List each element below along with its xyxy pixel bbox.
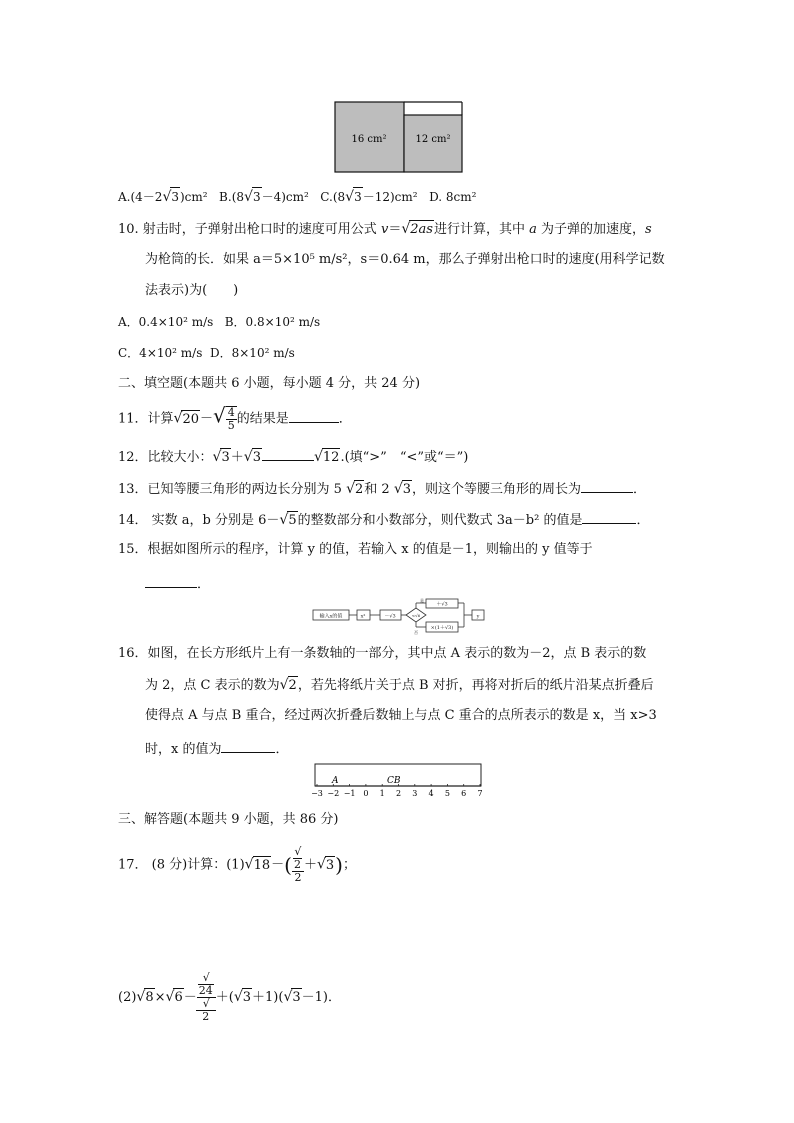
q16-line2: 为 2，点 C 表示的数为√2，若先将纸片关于点 B 对折，再将对折后的纸片沿某点折叠后 <box>145 677 654 693</box>
flow-subtract: －√3 <box>384 613 396 620</box>
q15-line1: 15．根据如图所示的程序，计算 y 的值，若输入 x 的值是－1，则输出的 y 值等于 <box>118 542 593 557</box>
q10-line1: 10. 射击时，子弹射出枪口时的速度可用公式 v＝√2as进行计算，其中 a 为子弹的加速度，s <box>118 221 652 237</box>
q12: 12．比较大小：√3＋√3 √12.(填“>” “<”或“＝”) <box>118 446 468 467</box>
q9-options: A.(4－2√3)cm² B.(8√3－4)cm² C.(8√3－12)cm² D. 8cm² <box>118 189 477 205</box>
q17-part2: (2)√8×√6－ √ 24 √ 2 ＋(√3＋1)(√3－1)． <box>118 971 341 1023</box>
figure-left-label: 16 cm² <box>351 134 387 145</box>
axis-tick-label: 4 <box>428 789 434 798</box>
q10-options-ab: A．0.4×10² m/s B．0.8×10² m/s <box>118 315 321 329</box>
flow-op-add: ＋√3 <box>436 601 448 608</box>
flow-condition: <√6 <box>411 613 421 618</box>
axis-tick-label: 7 <box>477 789 483 798</box>
point-cb-label: CB <box>387 776 401 786</box>
axis-tick-label: 5 <box>444 789 450 798</box>
q12-answer-blank[interactable] <box>262 446 314 461</box>
q13: 13．已知等腰三角形的两边长分别为 5 √2和 2 √3，则这个等腰三角形的周长为 ． <box>118 478 646 499</box>
q17-part1: 17． (8 分)计算：(1)√18－( √ 2 2 ＋√3)； <box>118 845 356 884</box>
q10-line2: 为枪筒的长．如果 a＝5×10⁵ m/s²，s＝0.64 m，那么子弹射出枪口时的速度(用科学记数 <box>145 252 665 267</box>
q11-answer-blank[interactable] <box>289 408 339 423</box>
q11: 11．计算√20－√ $\frac{4}{5}$ 的结果是 ． <box>118 403 352 432</box>
flow-no: 否 <box>414 630 418 635</box>
point-a-label: A <box>332 776 339 786</box>
axis-tick-label: 0 <box>363 789 369 798</box>
flow-op-multiply: ×(1＋√3) <box>430 625 454 631</box>
q16-line3: 使得点 A 与点 B 重合，经过两次折叠后数轴上与点 C 重合的点所表示的数是 x，当 x>3 <box>145 708 657 723</box>
q16-answer-blank[interactable] <box>221 738 275 753</box>
q10-line3: 法表示)为( ) <box>145 283 239 298</box>
section3-heading: 三、解答题(本题共 9 小题，共 86 分) <box>118 812 339 827</box>
flow-output: y <box>476 613 480 620</box>
program-flowchart <box>312 598 487 636</box>
axis-tick-label: −3 <box>311 789 323 798</box>
q16-line1: 16．如图，在长方形纸片上有一条数轴的一部分，其中点 A 表示的数为－2，点 B 表示的数 <box>118 646 647 661</box>
axis-tick-label: 6 <box>461 789 467 798</box>
axis-tick-label: −1 <box>343 789 356 798</box>
axis-tick-label: 1 <box>379 789 385 798</box>
flow-input: 输入x的值 <box>319 613 343 620</box>
q13-answer-blank[interactable] <box>581 478 633 493</box>
axis-tick-label: −2 <box>327 789 340 798</box>
number-line-figure <box>305 762 491 800</box>
axis-tick-label: 2 <box>395 789 402 798</box>
q16-line4: 时，x 的值为 ． <box>145 738 288 759</box>
flow-yes: 是 <box>420 598 424 603</box>
area-figure <box>334 101 463 173</box>
q14-answer-blank[interactable] <box>582 509 636 524</box>
q15-answer-blank[interactable] <box>145 573 197 588</box>
q15-line2: ． <box>145 573 210 594</box>
section2-heading: 二、填空题(本题共 6 小题，每小题 4 分，共 24 分) <box>118 376 421 391</box>
flow-square: x² <box>360 613 366 620</box>
q14: 14． 实数 a，b 分别是 6－√5的整数部分和小数部分，则代数式 3a－b² 的值是 ． <box>118 509 649 530</box>
axis-tick-label: 3 <box>412 789 418 798</box>
q10-options-cd: C．4×10² m/s D．8×10² m/s <box>118 346 295 360</box>
figure-right-label: 12 cm² <box>415 134 451 145</box>
